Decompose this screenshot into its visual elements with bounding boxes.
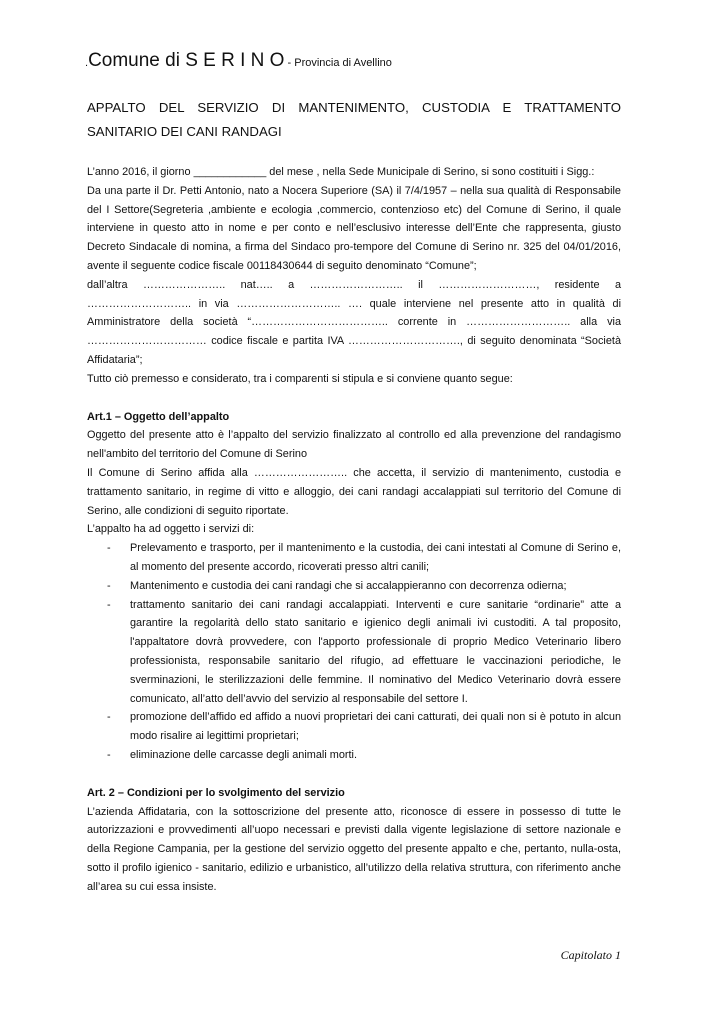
article-1-paragraph-object: Oggetto del presente atto è l’appalto del servizio finalizzato al controllo ed alla prevenzione del randagismo nell'ambito del territorio del Comune di Serino: [87, 429, 621, 461]
list-dash: -: [107, 748, 111, 761]
list-item-text: Mantenimento e custodia dei cani randagi che si accalappieranno con decorrenza odierna;: [130, 579, 567, 592]
list-dash: -: [107, 598, 111, 611]
article-2-heading: Art. 2 – Condizioni per lo svolgimento del servizio: [87, 786, 345, 799]
list-dash: -: [107, 711, 111, 724]
intro-paragraph-premise: Tutto ciò premesso e considerato, tra i comparenti si stipula e si conviene quanto segue:: [87, 372, 513, 385]
article-1-paragraph-assignment: Il Comune di Serino affida alla …………………….. che accetta, il servizio di mantenimento, custodia e trattamento sanitario, in regime di vitto e alloggio, dei cani randagi accalappiati sul territorio del Comune di Serino, alle condizioni di seguito riportate.: [87, 466, 621, 517]
list-dash: -: [107, 542, 111, 555]
list-item-text: trattamento sanitario dei cani randagi accalappiati. Interventi e cure sanitarie “ordinarie” atte a garantire la regolarità dello stato sanitario e igienico degli animali ivi custoditi. A tal proposito, l'appaltatore dovrà provvedere, con l'apporto professionale di proprio Medico Veterinario libero professionista, responsabile sanitario del rifugio, ad effettuare le vaccinazioni periodiche, le sverminazioni, le sterilizzazioni delle femmine. Il nominativo del Medico Veterinario dovrà essere comunicato, all’atto dell’avvio del servizio al responsabile del settore I.: [130, 598, 621, 705]
intro-paragraph-second-party: dall’altra ………………….. nat….. a …………………….. il ………………………, residente a ……………………….. in via ……………………….. …. quale interviene nel presente atto in qualità di Amministratore della società “……………………………….. corrente in ……………………….. alla via …………………………… codice fiscale e partita IVA …………………………., di seguito denominata “Società Affidataria”;: [87, 278, 621, 366]
list-item-text: eliminazione delle carcasse degli animali morti.: [130, 748, 357, 761]
list-item: [87, 746, 621, 765]
municipality-header: [85, 50, 392, 72]
article-1-heading: Art.1 – Oggetto dell’appalto: [87, 410, 230, 423]
page-footer: Capitolato 1: [560, 948, 621, 962]
spacer: [87, 765, 621, 784]
title-line-1: APPALTO DEL SERVIZIO DI MANTENIMENTO, CUSTODIA E TRATTAMENTO: [87, 100, 621, 115]
list-item-text: promozione dell’affido ed affido a nuovi proprietari dei cani catturati, dei quali non si è potuto in alcun modo risalire ai legittimi proprietari;: [130, 711, 621, 743]
article-1-paragraph-services-intro: L’appalto ha ad oggetto i servizi di:: [87, 523, 255, 536]
list-dash: -: [107, 579, 111, 592]
list-item: [87, 708, 621, 746]
services-list: [87, 539, 621, 765]
header-dot: .: [85, 57, 89, 69]
list-item-text: Prelevamento e trasporto, per il mantenimento e la custodia, dei cani intestati al Comune di Serino e, al momento del presente accordo, ricoverati presso altri canili;: [130, 542, 621, 573]
municipality-name: Comune di S E R I N O: [88, 50, 285, 71]
spacer: [87, 389, 621, 408]
document-title: [87, 96, 621, 144]
title-line-2: SANITARIO DEI CANI RANDAGI: [87, 124, 282, 139]
document-body: [87, 163, 621, 896]
list-item: [87, 596, 621, 709]
intro-paragraph-date: L’anno 2016, il giorno ____________ del mese , nella Sede Municipale di Serino, si sono costituiti i Sigg.:: [87, 166, 595, 178]
article-2-paragraph: L’azienda Affidataria, con la sottoscrizione del presente atto, riconosce di essere in possesso di tutte le autorizzazioni e provvedimenti all’uopo necessari e previsti dalla vigente legislazione di settore nazionale e della Regione Campania, per la gestione del servizio oggetto del presente appalto e che, pertanto, nulla-osta, sotto il profilo igienico - sanitario, edilizio e urbanistico, all’utilizzo della relativa struttura, con riferimento anche all’area su cui essa insiste.: [87, 805, 621, 893]
list-item: [87, 539, 621, 577]
intro-paragraph-first-party: Da una parte il Dr. Petti Antonio, nato a Nocera Superiore (SA) il 7/4/1957 – nella sua qualità di Responsabile del I Settore(Segreteria ,ambiente e ecologia ,commercio, contenzioso etc) del Comune di Serino, il quale interviene in questo atto in nome e per conto e nell’esclusivo interesse dell’Ente che rappresenta, giusto Decreto Sindacale di nomina, a firma del Sindaco pro-tempore del Comune di Serino nr. 325 del 04/01/2016, avente il seguente codice fiscale 00118430644 di seguito denominato “Comune”;: [87, 184, 621, 272]
province-name: - Provincia di Avellino: [284, 57, 392, 69]
list-item: [87, 577, 621, 596]
